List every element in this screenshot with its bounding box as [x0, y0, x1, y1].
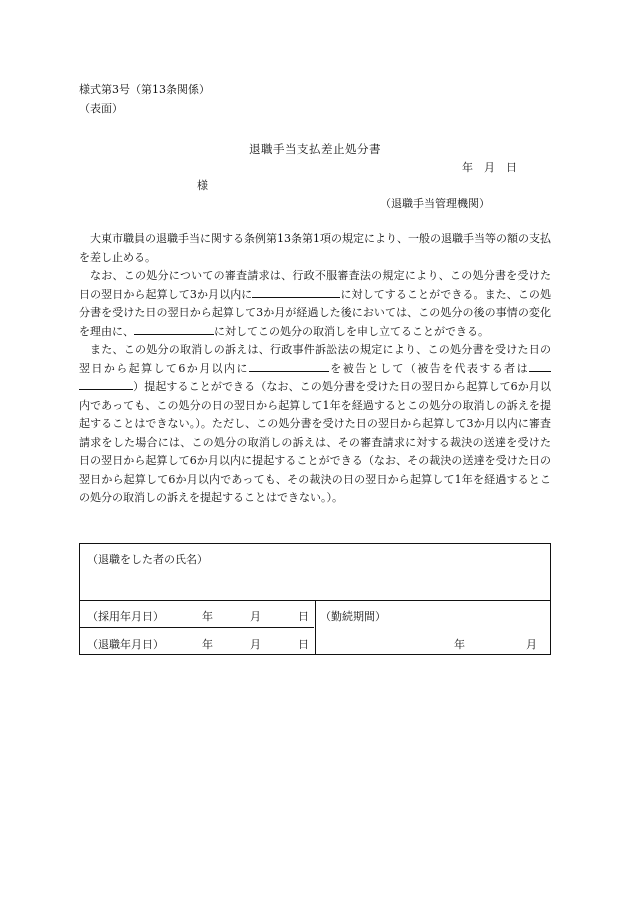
- table-divider: [315, 600, 316, 654]
- hire-date-label: （採用年月日）: [87, 610, 164, 623]
- paragraph-3-text-c: ）提起することができる（なお、この処分書を受けた日の翌日から起算して6か月以内であっても、この処分の日の翌日から起算して1年を経過するとこの処分の取消しの訴えを提起することはできない。）。ただし、この処分書を受けた日の翌日から起算して3か月以内に審査請求をした場合には、この処分の取消しの訴えは、その審査請求に対する裁決の送達を受けた日の翌日から起算して6か月以内に提起することができる（なお、その裁決の送達を受けた日の翌日から起算して6か月以内であっても、その裁決の日の翌日から起算して1年を経過するとこの処分の取消しの訴えを提起することはできない。）。: [79, 380, 551, 504]
- retire-day-unit: 日: [298, 638, 309, 651]
- service-period-label: （勤続期間）: [320, 610, 386, 623]
- service-year-unit: 年: [454, 638, 465, 651]
- paragraph-2: [79, 267, 551, 341]
- blank-line: [134, 323, 214, 335]
- addressee-suffix: 様: [197, 179, 208, 192]
- service-month-unit: 月: [526, 638, 537, 651]
- paragraph-2-text-c: に対してこの処分の取消しを申し立てることができる。: [214, 324, 489, 338]
- paragraph-2-text-a: なお、この処分についての審査請求は、行政不服審査法の規定により、この処分書を受けた日の翌日から起算して3か月以内に: [79, 269, 551, 301]
- paragraph-3: [79, 341, 551, 508]
- date-line: 年 月 日: [462, 161, 517, 174]
- document-title: 退職手当支払差止処分書: [249, 142, 381, 156]
- paragraph-3-text-a: また、この処分の取消しの訴えは、行政事件訴訟法の規定により、この処分書を受けた日の翌日から起算して6か月以内に: [79, 343, 551, 375]
- paragraph-2-text-b: に対してすることができる。また、この処分書を受けた日の翌日から起算して3か月が経過した後においては、この処分の後の事情の変化を理由に、: [79, 287, 552, 338]
- blank-line: [252, 286, 340, 298]
- paragraph-3-text-b: を被告として（被告を代表する者は: [328, 361, 530, 375]
- paragraph-1-text: 大東市職員の退職手当に関する条例第13条第1項の規定により、一般の退職手当等の額の支払を差し止める。: [79, 232, 551, 264]
- document-body: [79, 230, 551, 508]
- issuer-label: （退職手当管理機関）: [380, 197, 490, 210]
- blank-line: [79, 378, 133, 390]
- form-number: 様式第3号（第13条関係）: [79, 83, 210, 96]
- hire-day-unit: 日: [298, 610, 309, 623]
- table-divider: [80, 627, 314, 628]
- retirement-date-label: （退職年月日）: [87, 638, 164, 651]
- retire-year-unit: 年: [202, 638, 213, 651]
- retire-month-unit: 月: [250, 638, 261, 651]
- hire-month-unit: 月: [250, 610, 261, 623]
- blank-line: [529, 360, 551, 372]
- retiree-name-label: （退職をした者の氏名）: [87, 553, 208, 566]
- retiree-info-table: [79, 543, 551, 655]
- side-label: （表面）: [79, 102, 123, 115]
- hire-year-unit: 年: [202, 610, 213, 623]
- blank-line: [249, 360, 329, 372]
- paragraph-1: [79, 230, 551, 267]
